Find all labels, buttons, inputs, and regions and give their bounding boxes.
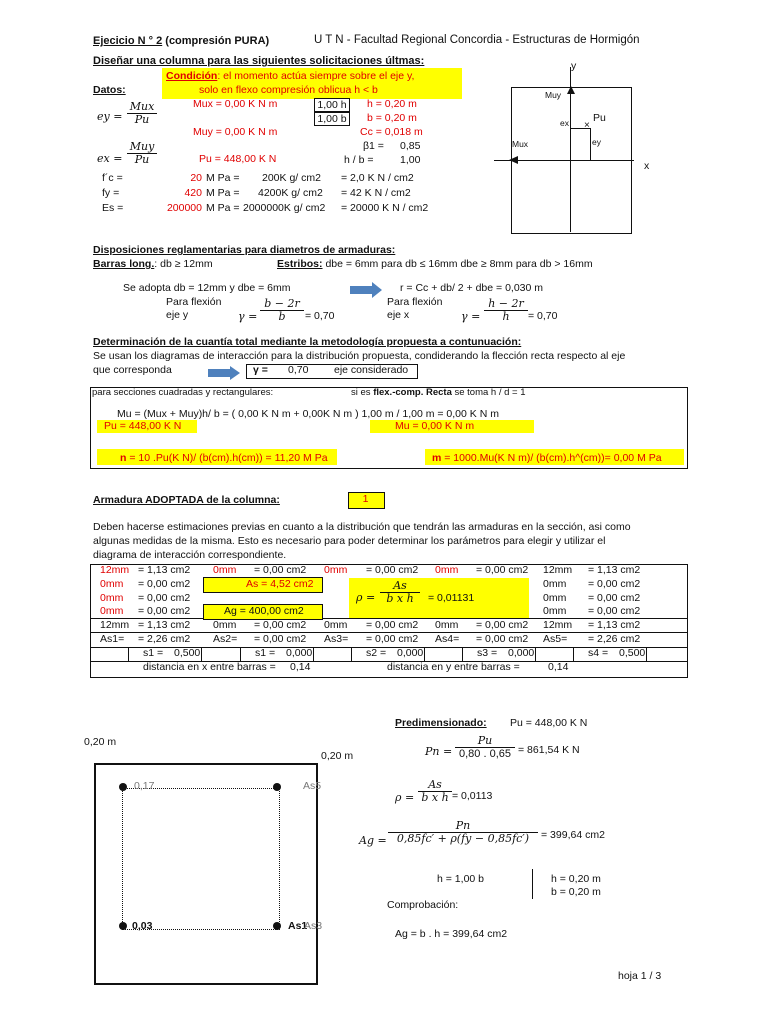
dist-y-value: 0,14 <box>548 661 569 673</box>
pn-label: Pn = <box>425 745 453 758</box>
s3-value: 0,000 <box>508 647 535 659</box>
institution-header: U T N - Facultad Regional Concordia - Estructuras de Hormigón <box>314 34 640 46</box>
bottom-right-label-2: As3 <box>304 920 323 932</box>
disp-title: Disposiciones reglamentarias para diametros de armaduras: <box>93 244 396 256</box>
adopta-row: Se adopta db = 12mm y dbe = 6mm <box>123 282 291 294</box>
gamma-x-value: = 0,70 <box>528 310 558 322</box>
datos-label: Datos: <box>93 84 126 96</box>
right-dia-1: 0mm <box>543 578 567 590</box>
estribos-row: Estribos: dbe = 6mm para db ≤ 16mm dbe ≥ 8mm para db > 16mm <box>277 258 593 270</box>
determ-line1: Se usan los diagramas de interacción para la distribución propuesta, condiderando la flección recta respecto al eje <box>93 350 626 362</box>
s1b-value: 0,000 <box>286 647 313 659</box>
deben-line1: Deben hacerse estimaciones previas en cuanto a la distribución que tendrán las armaduras en la sección, asi como <box>93 521 631 533</box>
b-value: b = 0,20 m <box>367 112 417 124</box>
es-value: 200000 <box>166 202 202 214</box>
determ-line2: que corresponda <box>93 364 172 376</box>
r5-dia-1: 12mm <box>100 619 130 631</box>
r5-dia-2: 0mm <box>213 619 237 631</box>
muy-arrow-icon <box>566 86 576 104</box>
as5-value: = 2,26 cm2 <box>588 633 641 645</box>
mux-label: Mux <box>512 139 529 149</box>
gamma-x-fraction: $\frac{h - 2r}{h}$ <box>484 298 528 323</box>
right-area-2: = 0,00 cm2 <box>588 592 641 604</box>
as2-label: As2= <box>213 633 238 645</box>
deben-line2: algunas medidas de la misma. Esto es necesario para poder determinar los parámetros para elegir y utilizar el <box>93 535 606 547</box>
dist-y-label: distancia en y entre barras = <box>387 661 520 673</box>
comprobacion-label: Comprobación: <box>387 899 459 911</box>
beta-value: 0,85 <box>400 140 421 152</box>
as3-label: As3= <box>324 633 349 645</box>
pre-rho-label: ρ = <box>395 791 415 804</box>
gamma-considered-value: 0,70 <box>288 364 309 376</box>
s2-value: 0,000 <box>397 647 424 659</box>
ex-label: ex <box>560 118 569 128</box>
r5-dia-5: 12mm <box>543 619 573 631</box>
mu-formula: Mu = (Mux + Muy)h/ b = ( 0,00 K N m + 0,00K N m ) 1,00 m / 1,00 m = 0,00 K N m <box>117 408 499 420</box>
pu-point-icon: × <box>584 120 590 131</box>
mux-value: Mux = 0,00 K N m <box>193 98 278 110</box>
rebar-dot <box>119 922 127 930</box>
s1b-label: s1 = <box>255 647 276 659</box>
fc-unit: M Pa = <box>206 172 240 184</box>
as4-label: As4= <box>435 633 460 645</box>
left-dia-1: 0mm <box>100 578 124 590</box>
top-right-label: As5 <box>303 780 322 792</box>
as2-value: = 0,00 cm2 <box>254 633 307 645</box>
x-axis-label: x <box>644 160 650 172</box>
hb-label: h / b = <box>344 154 374 166</box>
pre-rho-value: = 0,0113 <box>452 790 493 802</box>
s2-label: s2 = <box>366 647 387 659</box>
right-dia-3: 0mm <box>543 605 567 617</box>
r1-dia-2: 0mm <box>213 564 237 576</box>
right-area-1: = 0,00 cm2 <box>588 578 641 590</box>
fy-kg: 4200K g/ cm2 <box>258 187 323 199</box>
fc-kn: = 2,0 K N / cm2 <box>341 172 414 184</box>
flex-comp-text: si es flex.-comp. Recta se toma h / d = 1 <box>351 387 526 398</box>
r5-area-1: = 1,13 cm2 <box>138 619 191 631</box>
s3-label: s3 = <box>477 647 498 659</box>
pn-fraction: $\frac{Pu}{0,80 . 0,65}$ <box>455 735 515 760</box>
ag-value: = 399,64 cm2 <box>541 829 605 841</box>
r1-dia-1: 12mm <box>100 564 130 576</box>
pu-value: Pu = 448,00 K N <box>199 153 277 165</box>
right-arrow-icon-2 <box>208 366 242 380</box>
r1-area-3: = 0,00 cm2 <box>366 564 419 576</box>
intro-text: Diseñar una columna para las siguientes solicitaciones últmas: <box>93 55 425 67</box>
gamma-y-fraction: $\frac{b - 2r}{b}$ <box>260 298 304 323</box>
bracket-line <box>532 869 533 899</box>
condition-line1: Condición: el momento actúa siempre sobre el eje y, <box>166 70 415 82</box>
es-kg: 2000000K g/ cm2 <box>243 202 326 214</box>
left-dia-3: 0mm <box>100 605 124 617</box>
r1-area-2: = 0,00 cm2 <box>254 564 307 576</box>
rho-value: = 0,01131 <box>428 592 475 604</box>
h-relation: h = 1,00 b <box>437 873 484 885</box>
condition-line2: solo en flexo compresión oblicua h < b <box>199 84 378 96</box>
r5-dia-4: 0mm <box>435 619 459 631</box>
es-unit: M Pa = <box>206 202 240 214</box>
n-formula: n = 10 .Pu(K N)/ (b(cm).h(cm)) = 11,20 M Pa <box>120 452 328 464</box>
as4-value: = 0,00 cm2 <box>476 633 529 645</box>
as3-value: = 0,00 cm2 <box>366 633 419 645</box>
beta-label: β1 = <box>363 140 384 152</box>
ag-total: Ag = 400,00 cm2 <box>224 605 304 617</box>
pre-pu: Pu = 448,00 K N <box>510 717 588 729</box>
m-formula: m = 1000.Mu(K N m)/ (b(cm).h^(cm))= 0,00 M Pa <box>432 452 662 464</box>
ex-fraction: Muy Pu <box>127 141 157 166</box>
ey-label-diagram: ey <box>592 137 601 147</box>
bottom-right-label: As1 <box>288 920 308 932</box>
es-label: Es = <box>102 202 124 214</box>
right-arrow-icon <box>350 282 384 298</box>
deben-line3: diagrama de interacción correspondiente. <box>93 549 287 561</box>
r5-area-4: = 0,00 cm2 <box>476 619 529 631</box>
rho-label: ρ = <box>356 591 376 604</box>
as5-label: As5= <box>543 633 568 645</box>
pre-rho-fraction: $\frac{As}{\text{b x h}}$ <box>418 779 452 804</box>
left-area-2: = 0,00 cm2 <box>138 592 191 604</box>
determ-title: Determinación de la cuantía total mediante la metodología propuesta a contunuación: <box>93 336 522 348</box>
r5-dia-3: 0mm <box>324 619 348 631</box>
section-width-label: 0,20 m <box>84 736 117 748</box>
b-factor-box: 1,00 b <box>314 112 350 126</box>
section-height-label: 0,20 m <box>321 750 354 762</box>
pre-title: Predimensionado: <box>395 717 487 729</box>
eje-x-label: eje x <box>387 309 410 321</box>
mux-arrow-icon <box>509 155 521 165</box>
fy-kn: = 42 K N / cm2 <box>341 187 411 199</box>
rebar-dot <box>273 922 281 930</box>
as1-value: = 2,26 cm2 <box>138 633 191 645</box>
calc-mu: Mu = 0,00 K N m <box>395 420 475 432</box>
pre-h-value: h = 0,20 m <box>551 873 601 885</box>
eje-considerado: eje considerado <box>334 364 409 376</box>
stirrup-outline <box>122 788 280 930</box>
r1-area-5: = 1,13 cm2 <box>588 564 641 576</box>
flex-y-label: Para flexión <box>166 296 222 308</box>
right-area-3: = 0,00 cm2 <box>588 605 641 617</box>
page-number: hoja 1 / 3 <box>618 970 662 982</box>
right-dia-2: 0mm <box>543 592 567 604</box>
ag-fraction: $\frac{Pn}{0,85fc' + \rho(fy - 0,85fc')}$ <box>388 820 538 845</box>
rebar-dot <box>273 783 281 791</box>
ey-fraction: Mux Pu <box>127 101 157 126</box>
eje-y-label: eje y <box>166 309 189 321</box>
calc-pu: Pu = 448,00 K N <box>104 420 182 432</box>
ex-label: ex = <box>97 152 123 165</box>
left-area-1: = 0,00 cm2 <box>138 578 191 590</box>
s1-label: s1 = <box>143 647 164 659</box>
gamma-x-label: γ = <box>461 310 481 323</box>
y-axis-label: y <box>571 60 577 72</box>
s1-value: 0,500 <box>174 647 201 659</box>
fc-kg: 200K g/ cm2 <box>262 172 321 184</box>
rho-fraction: $\frac{As}{\text{b x h}}$ <box>380 580 420 605</box>
h-value: h = 0,20 m <box>367 98 417 110</box>
hb-value: 1,00 <box>400 154 421 166</box>
barras-row: Barras long.: db ≥ 12mm <box>93 258 213 270</box>
es-kn: = 20000 K N / cm2 <box>341 202 429 214</box>
fy-value: 420 <box>184 187 202 199</box>
s4-label: s4 = <box>588 647 609 659</box>
r5-area-5: = 1,13 cm2 <box>588 619 641 631</box>
exercise-title: Ejecicio N ° 2 (compresión PURA) <box>93 35 270 47</box>
ey-label: ey = <box>97 110 123 123</box>
fc-value: 20 <box>190 172 202 184</box>
h-factor-box: 1,00 h <box>314 98 350 112</box>
as1-label: As1= <box>100 633 125 645</box>
muy-label: Muy <box>545 90 562 100</box>
muy-value: Muy = 0,00 K N m <box>193 126 278 138</box>
r5-area-3: = 0,00 cm2 <box>366 619 419 631</box>
rebar-dot <box>119 783 127 791</box>
r1-area-4: = 0,00 cm2 <box>476 564 529 576</box>
pu-point-label: Pu <box>593 112 606 124</box>
flex-x-label: Para flexión <box>387 296 443 308</box>
cuad-text: para secciones cuadradas y rectangulares: <box>92 387 274 398</box>
pn-value: = 861,54 K N <box>518 744 580 756</box>
r1-dia-3: 0mm <box>324 564 348 576</box>
armadura-value: 1 <box>362 493 369 505</box>
r-value: r = Cc + db/ 2 + dbe = 0,030 m <box>400 282 544 294</box>
s4-value: 0,500 <box>619 647 646 659</box>
r1-dia-4: 0mm <box>435 564 459 576</box>
r1-area-1: = 1,13 cm2 <box>138 564 191 576</box>
fc-label: f´c = <box>102 172 123 184</box>
gamma-y-value: = 0,70 <box>305 310 335 322</box>
r5-area-2: = 0,00 cm2 <box>254 619 307 631</box>
as-total: As = 4,52 cm2 <box>246 578 314 590</box>
ag-label: Ag = <box>359 834 387 847</box>
r1-dia-5: 12mm <box>543 564 573 576</box>
dist-x-value: 0,14 <box>290 661 311 673</box>
armadura-title: Armadura ADOPTADA de la columna: <box>93 494 280 506</box>
dist-x-label: distancia en x entre barras = <box>143 661 276 673</box>
fy-unit: M Pa = <box>206 187 240 199</box>
pre-b-value: b = 0,20 m <box>551 886 601 898</box>
cc-value: Cc = 0,018 m <box>360 126 423 138</box>
left-dia-2: 0mm <box>100 592 124 604</box>
ey-dimension <box>590 128 591 160</box>
fy-label: fy = <box>102 187 120 199</box>
ag-check: Ag = b . h = 399,64 cm2 <box>395 928 508 940</box>
left-area-3: = 0,00 cm2 <box>138 605 191 617</box>
bottom-left-label: 0,03 <box>132 920 153 932</box>
gamma-considered-label: γ = <box>253 364 268 376</box>
gamma-y-label: γ = <box>238 310 258 323</box>
top-left-label: 0,17 <box>134 780 155 792</box>
